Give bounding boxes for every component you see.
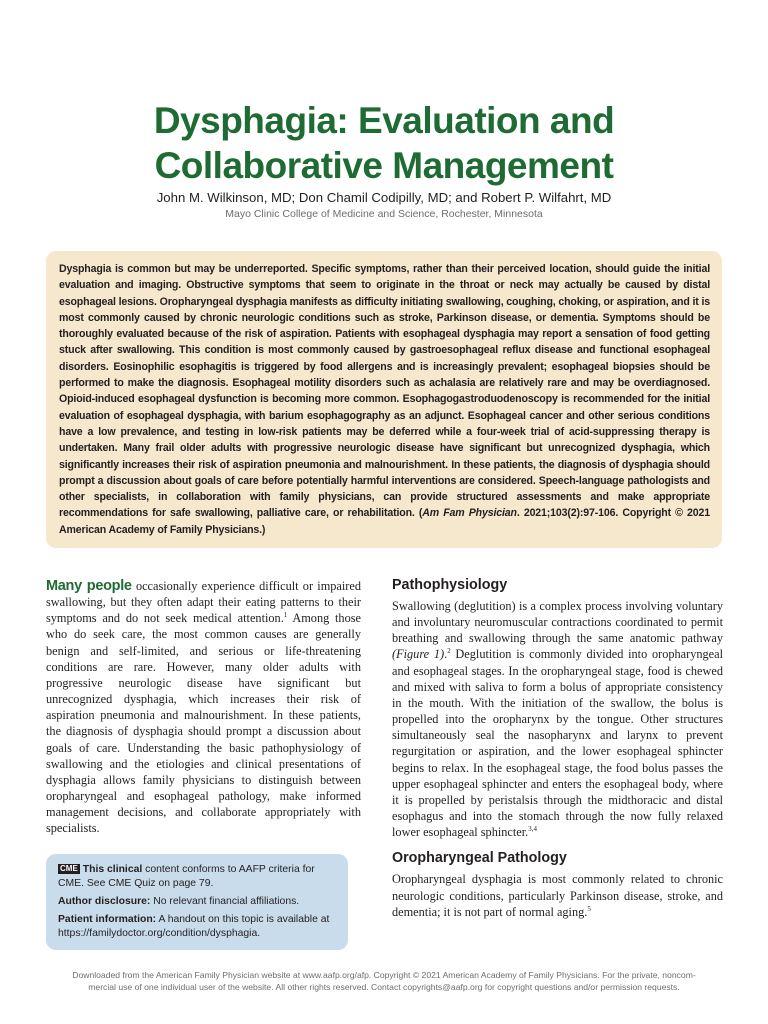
cme-badge: CME: [60, 864, 78, 873]
abstract-citation: . 2021;103(2):97-106. Copyright © 2021 American Academy of Family Physicians.): [59, 507, 710, 536]
intro-text-1: occasionally experience difficult or impaired swallowing, but they often adapt their eating patterns to their symptoms and do not seek medical attention.: [46, 579, 361, 626]
abstract-text: [59, 261, 710, 538]
oropharyngeal-paragraph: [392, 871, 723, 919]
patho-text-3: Deglutition is commonly divided into oropharyngeal and esophageal stages. In the oropharyngeal stage, food is chewed and mixed with saliva to form a bolus of appropriate consistency in the mouth. With the initiation of the swallow, the bolus is propelled into the oropharynx by the tongue. Other structures simultaneously seal the nasopharynx and larynx to prevent regurgitation or aspiration, and the lower esophageal sphincter begins to relax. In the esophageal stage, the food bolus passes the upper esophageal sphincter and enters the esophageal body, where it is propelled by peristalsis through the midthoracic and distal esophagus and into the stomach through the now fully relaxed lower esophageal sphincter.: [392, 647, 723, 840]
disclosure-label: Author disclosure:: [58, 896, 151, 907]
abstract-body: Dysphagia is common but may be underreported. Specific symptoms, rather than their perceived location, should guide the initial evaluation and imaging. Obstructive symptoms that seem to originate in the throat or neck may actually be caused by distal esophageal lesions. Oropharyngeal dysphagia manifests as difficulty initiating swallowing, coughing, choking, or aspiration, and it is most commonly caused by chronic neurologic conditions such as stroke, Parkinson disease, or dementia. Symptoms should be thoroughly evaluated because of the risk of aspiration. Patients with esophageal dysphagia may report a sensation of food getting stuck after swallowing. This condition is most commonly caused by gastroesophageal reflux disease and functional esophageal disorders. Eosinophilic esophagitis is triggered by food allergens and is increasingly prevalent; esophageal biopsies should be performed to make the diagnosis. Esophageal motility disorders such as achalasia are relatively rare and may be overdiagnosed. Opioid-induced esophageal dysfunction is becoming more common. Esophagogastroduodenoscopy is recommended for the initial evaluation of esophageal dysphagia, with barium esophagography as an adjunct. Esophageal cancer and other serious conditions have a low prevalence, and testing in low-risk patients may be deferred while a four-week trial of acid-suppressing therapy is undertaken. Many frail older adults with progressive neurologic disease have significant but unrecognized dysphagia, which significantly increases their risk of aspiration pneumonia and malnourishment. In these patients, the diagnosis of dysphagia should prompt a discussion about goals of care before potentially harmful interventions are considered. Speech-language pathologists and other specialists, in collaboration with family physicians, can provide structured assessments and make appropriate recommendations for safe swallowing, palliative care, or rehabilitation. (: [59, 263, 710, 520]
patho-text-1: Swallowing (deglutition) is a complex process involving voluntary and involuntary neuromuscular contractions coordinated to permit breathing and swallowing through the same anatomic pathway: [392, 599, 723, 646]
oro-ref: 5: [587, 904, 591, 913]
footer-line-2: mercial use of one individual user of the website. All other rights reserved. Contact copyrights@aafp.org for copyright questions and/or permission requests.: [88, 982, 680, 992]
patho-ref-2: 2: [447, 647, 451, 656]
pathophysiology-heading: Pathophysiology: [392, 577, 508, 593]
page-footer: [30, 969, 738, 993]
author-disclosure: [58, 895, 338, 909]
intro-paragraph: [46, 578, 361, 837]
pathophysiology-paragraph: [392, 598, 723, 840]
cme-line: [58, 863, 338, 891]
disclosure-text: No relevant financial affiliations.: [150, 896, 300, 907]
patho-ref-3: 3,4: [528, 825, 537, 834]
patient-info-text: A handout on this topic is available at https://familydoctor.org/condition/dysphagia.: [58, 914, 330, 939]
intro-lead: Many people: [46, 578, 132, 594]
patho-text-2: .: [444, 647, 448, 662]
intro-text-2: Among those who do seek care, the most common causes are generally benign and self-limited, and serious or life-threatening conditions are rare. However, many older adults with progressive neurologic disease have significant but unrecognized dysphagia, which increases their risk of aspiration pneumonia and malnourishment. In these patients, the diagnosis of dysphagia should prompt a discussion about goals of care. Understanding the basic pathophysiology of swallowing and the etiologies and clinical presentations of dysphagia allows family physicians to distinguish between oropharyngeal and esophageal pathology, make informed management decisions, and collaborate appropriately with specialists.: [46, 611, 361, 836]
right-column: [392, 576, 723, 920]
oropharyngeal-heading: Oropharyngeal Pathology: [392, 850, 567, 867]
patient-info-label: Patient information:: [58, 914, 157, 925]
title-line-1: Dysphagia: Evaluation and: [153, 100, 615, 141]
abstract-journal: Am Fam Physician: [422, 507, 517, 520]
intro-ref-1: 1: [283, 611, 288, 620]
abstract-box: [46, 251, 722, 548]
figure-1-link[interactable]: (Figure 1): [392, 647, 445, 662]
footer-line-1: Downloaded from the American Family Physician website at www.aafp.org/afp. Copyright © 2021 American Academy of Family Physicians. For the private, noncom-: [72, 970, 696, 980]
patient-information: [58, 913, 338, 941]
cme-line-text: content conforms to AAFP criteria for CME. See CME Quiz on page 79.: [58, 864, 315, 889]
cme-line-bold: This clinical: [82, 864, 143, 875]
cme-info-box: [46, 854, 348, 950]
author-affiliation: Mayo Clinic College of Medicine and Science, Rochester, Minnesota: [225, 208, 543, 220]
oro-text: Oropharyngeal dysphagia is most commonly related to chronic neurologic conditions, particularly Parkinson disease, stroke, and dementia; it is not part of normal aging.: [392, 872, 723, 919]
article-title: [0, 98, 768, 188]
left-column: [46, 578, 361, 837]
author-list: John M. Wilkinson, MD; Don Chamil Codipilly, MD; and Robert P. Wilfahrt, MD: [156, 190, 612, 205]
title-line-2: Collaborative Management: [154, 145, 614, 186]
